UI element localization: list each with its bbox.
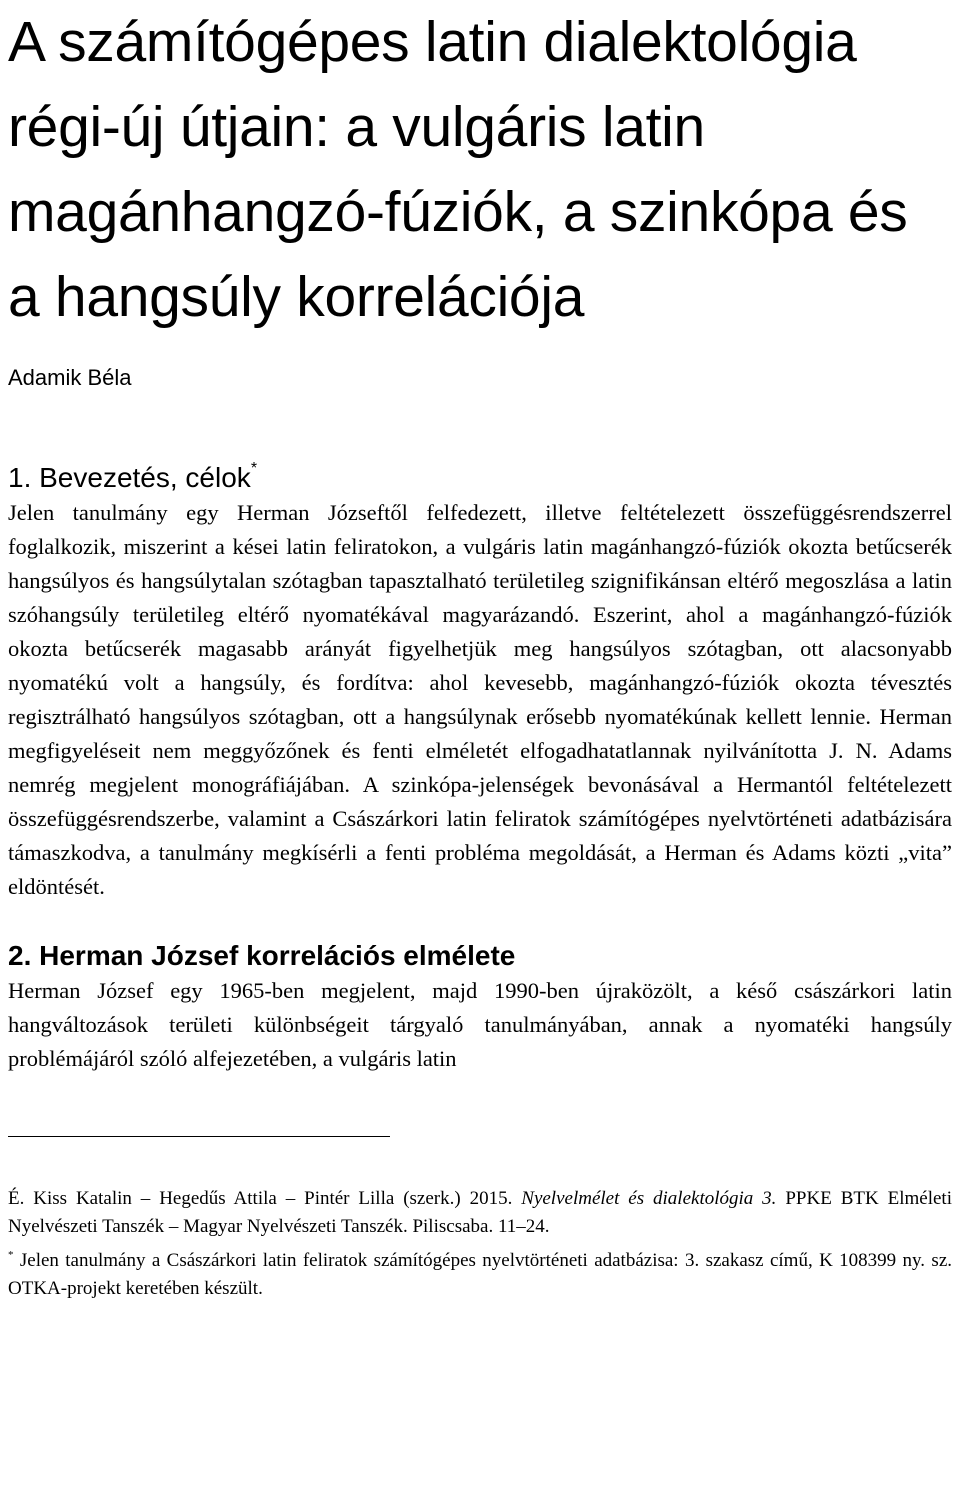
footnote-marker: * (8, 1249, 14, 1261)
author-name: Adamik Béla (8, 365, 132, 390)
citation-editors: É. Kiss Katalin – Hegedűs Attila – Pintér Lilla (szerk.) 2015. (8, 1188, 522, 1209)
herman-theory-paragraph: Herman József egy 1965-ben megjelent, majd 1990-ben újraközölt, a késő császárkori latin hangváltozások területi különbségeit tárgyaló tanulmányában, annak a nyomatéki hangsúly problémájáról szóló alfejezetében, a vulgáris latin (8, 978, 952, 1071)
document-page (8, 0, 952, 1303)
section-heading-text: 1. Bevezetés, célok (8, 462, 251, 493)
footnote-separator (8, 1136, 390, 1137)
introduction-paragraph: Jelen tanulmány egy Herman Józseftől felfedezett, illetve feltételezett összefüggésrendszerrel foglalkozik, miszerint a kései latin feliratokon, a vulgáris latin magánhangzó-fúziók okozta betűcserék hangsúlyos és hangsúlytalan szótagban tapasztalható területileg szignifikánsan eltérő megoszlása a latin szóhangsúly területileg eltérő nyomatékával magyarázandó. Eszerint, ahol a magánhangzó-fúziók okozta betűcserék magasabb arányát figyelhetjük meg hangsúlyos szótagban, ott alacsonyabb nyomatékú volt a hangsúly, és fordítva: ahol kevesebb, magánhangzó-fúziók okozta tévesztés regisztrálható hangsúlyos szótagban, ott a hangsúlynak erősebb nyomatékúnak kellett lennie. Herman megfigyeléseit nem meggyőzőnek és fenti elméletét elfogadhatatlannak nyilvánította J. N. Adams nemrég megjelent monográfiájában. A szinkópa-jelenségek bevonásával a Hermantól feltételezett összefüggésrendszerbe, valamint a Császárkori latin feliratok számítógépes nyelvtörténeti adatbázisára támaszkodva, a tanulmány megkísérli a fenti probléma megoldását, a Herman és Adams közti „vita” eldöntését. (8, 500, 952, 899)
paper-title: A számítógépes latin dialektológia régi-új útjain: a vulgáris latin magánhangzó-fúziók, a szinkópa és a hangsúly korrelációja (8, 10, 908, 329)
section-heading-herman-theory: 2. Herman József korrelációs elmélete (8, 940, 516, 971)
funding-footnote-text: Jelen tanulmány a Császárkori latin feliratok számítógépes nyelvtörténeti adatbázisa: 3. szakasz című, K 108399 ny. sz. OTKA-projekt keretében készült. (8, 1250, 952, 1299)
footnote-marker[interactable]: * (250, 460, 258, 477)
citation-footnote (8, 1185, 952, 1241)
section-heading-introduction (8, 451, 952, 496)
citation-publisher: PPKE BTK Elméleti Nyelvészeti Tanszék – Magyar Nyelvészeti Tanszék. Piliscsaba. 11–24. (8, 1188, 952, 1237)
funding-footnote (8, 1241, 952, 1303)
citation-book-title: Nyelvelmélet és dialektológia 3. (521, 1188, 777, 1209)
